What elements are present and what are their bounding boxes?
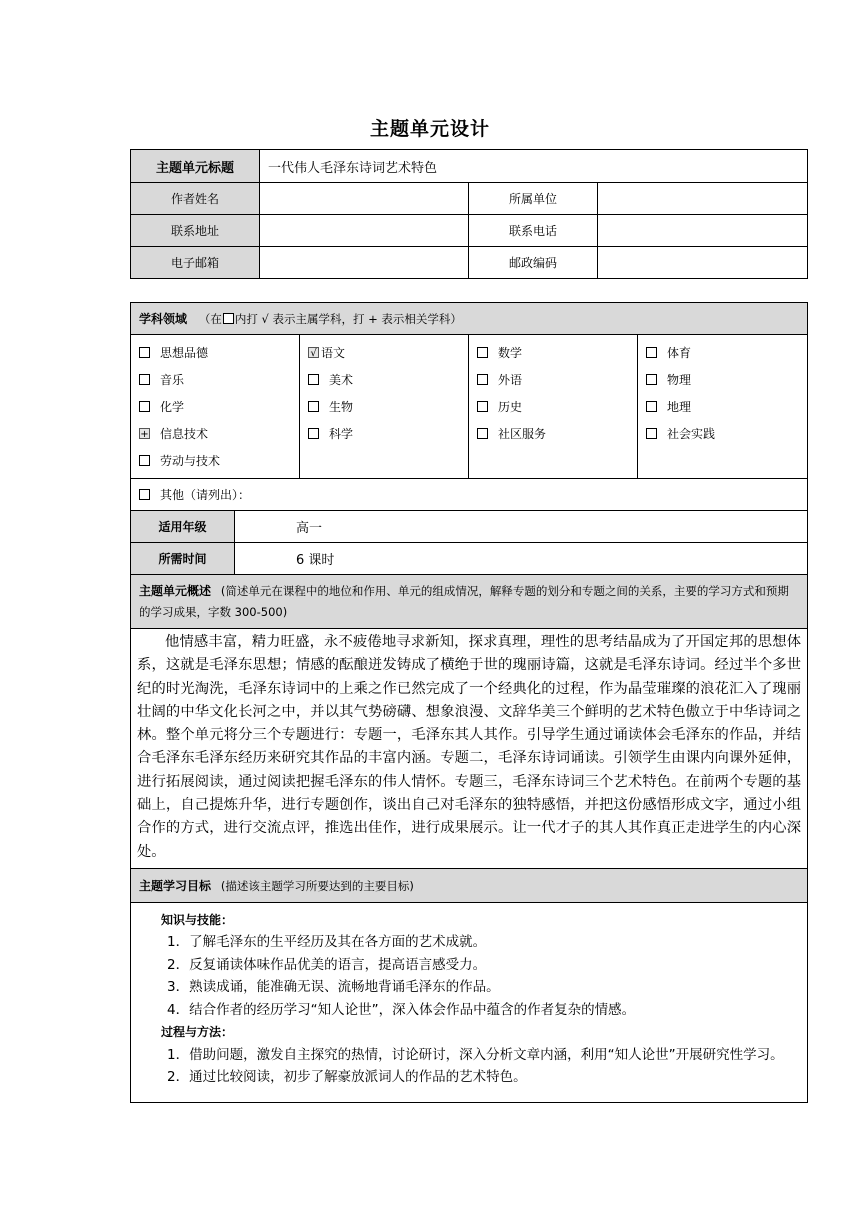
checkbox-icon[interactable] bbox=[139, 455, 150, 466]
phone-field[interactable] bbox=[598, 215, 808, 247]
checkbox-icon[interactable] bbox=[308, 428, 319, 439]
checkbox-icon[interactable] bbox=[477, 374, 488, 385]
subject-item-labor[interactable] bbox=[139, 451, 299, 478]
subject-label: 语文 bbox=[321, 346, 346, 360]
grade-label: 适用年级 bbox=[131, 511, 235, 543]
knowledge-item: 2．反复诵读体味作品优美的语言，提高语言感受力。 bbox=[167, 956, 487, 973]
checkbox-plus-icon[interactable]: + bbox=[140, 429, 149, 440]
email-field[interactable] bbox=[260, 247, 469, 279]
subject-item-science[interactable] bbox=[308, 424, 468, 451]
subject-label: 美术 bbox=[329, 373, 354, 387]
zip-field[interactable] bbox=[598, 247, 808, 279]
subjects-note-suffix: 内打 √ 表示主属学科，打 + 表示相关学科） bbox=[234, 312, 462, 326]
subject-label: 生物 bbox=[329, 400, 354, 414]
process-title: 过程与方法： bbox=[161, 1025, 234, 1040]
subject-item-chinese[interactable] bbox=[308, 343, 468, 370]
goals-label: 主题学习目标 bbox=[139, 878, 212, 893]
subject-label: 劳动与技术 bbox=[160, 454, 221, 468]
time-value[interactable]: 6 课时 bbox=[235, 543, 808, 575]
address-field[interactable] bbox=[260, 215, 469, 247]
overview-label: 主题单元概述 bbox=[139, 583, 212, 598]
goals-note: (描述该主题学习所要达到的主要目标) bbox=[220, 878, 414, 893]
subject-item-community[interactable] bbox=[477, 424, 637, 451]
title-label: 主题单元标题 bbox=[131, 150, 260, 183]
author-field[interactable] bbox=[260, 183, 469, 215]
subject-label: 思想品德 bbox=[160, 346, 209, 360]
subjects-note-prefix: （在 bbox=[198, 312, 222, 326]
subject-col-2 bbox=[300, 335, 469, 479]
title-value[interactable]: 一代伟人毛泽东诗词艺术特色 bbox=[260, 150, 808, 183]
subject-col-3 bbox=[469, 335, 638, 479]
subject-item-sixiang[interactable] bbox=[139, 343, 299, 370]
checkbox-sample-icon bbox=[223, 313, 234, 324]
checkbox-icon[interactable] bbox=[646, 347, 657, 358]
goals-body bbox=[131, 902, 808, 1102]
subject-label: 社会实践 bbox=[667, 427, 716, 441]
subject-other-label: 其他（请列出）： bbox=[160, 487, 251, 502]
process-item: 1．借助问题，激发自主探究的热情，讨论研讨，深入分析文章内涵，利用“知人论世”开展研究性学习。 bbox=[167, 1046, 784, 1063]
checkbox-icon[interactable] bbox=[308, 401, 319, 412]
checkbox-icon[interactable] bbox=[139, 347, 150, 358]
address-label: 联系地址 bbox=[131, 215, 260, 247]
subject-label: 物理 bbox=[667, 373, 692, 387]
unit-label: 所属单位 bbox=[469, 183, 598, 215]
subject-item-geography[interactable] bbox=[646, 397, 807, 424]
overview-text: 他情感丰富，精力旺盛，永不疲倦地寻求新知，探求真理，理性的思考结晶成为了开国定邦的思想体系，这就是毛泽东思想；情感的酝酿迸发铸成了横绝于世的瑰丽诗篇，这就是毛泽东诗词。经过半个多世纪的时光淘洗，毛泽东诗词中的上乘之作已然完成了一个经典化的过程，作为晶莹璀璨的浪花汇入了瑰丽壮阔的中华文化长河之中，并以其气势磅礴、想象浪漫、文辞华美三个鲜明的艺术特色傲立于中华诗词之林。整个单元将分三个专题进行：专题一，毛泽东其人其作。引导学生通过诵读体会毛泽东的作品，并结合毛泽东毛泽东经历来研究其作品的丰富内涵。专题二，毛泽东诗词诵读。引领学生由课内向课外延伸，进行拓展阅读，通过阅读把握毛泽东的伟人情怀。专题三，毛泽东诗词三个艺术特色。在前两个专题的基础上，自己提炼升华，进行专题创作，谈出自己对毛泽东的独特感悟，并把这份感悟形成文字，通过小组合作的方式，进行交流点评，推选出佳作，进行成果展示。让一代才子的其人其作真正走进学生的内心深处。 bbox=[131, 629, 808, 869]
checkbox-icon[interactable] bbox=[646, 428, 657, 439]
subject-label: 音乐 bbox=[160, 373, 185, 387]
subject-label: 历史 bbox=[498, 400, 523, 414]
subject-other-row[interactable] bbox=[131, 479, 808, 511]
checkbox-icon[interactable] bbox=[308, 374, 319, 385]
time-label: 所需时间 bbox=[131, 543, 235, 575]
knowledge-title: 知识与技能： bbox=[161, 912, 234, 927]
subject-item-it[interactable] bbox=[139, 424, 299, 451]
subject-label: 地理 bbox=[667, 400, 692, 414]
author-label: 作者姓名 bbox=[131, 183, 260, 215]
subject-item-physics[interactable] bbox=[646, 370, 807, 397]
unit-field[interactable] bbox=[598, 183, 808, 215]
checkbox-icon[interactable] bbox=[139, 401, 150, 412]
goals-header bbox=[131, 868, 808, 902]
subject-label: 化学 bbox=[160, 400, 185, 414]
phone-label: 联系电话 bbox=[469, 215, 598, 247]
subject-item-music[interactable] bbox=[139, 370, 299, 397]
subject-item-social-practice[interactable] bbox=[646, 424, 807, 451]
subject-item-other[interactable] bbox=[139, 485, 807, 505]
zip-label: 邮政编码 bbox=[469, 247, 598, 279]
grade-value[interactable]: 高一 bbox=[235, 511, 808, 543]
checkbox-icon[interactable] bbox=[646, 401, 657, 412]
knowledge-item: 1．了解毛泽东的生平经历及其在各方面的艺术成就。 bbox=[167, 934, 487, 951]
process-item: 2．通过比较阅读，初步了解豪放派词人的作品的艺术特色。 bbox=[167, 1069, 527, 1086]
subject-item-art[interactable] bbox=[308, 370, 468, 397]
subject-item-pe[interactable] bbox=[646, 343, 807, 370]
checkbox-icon[interactable] bbox=[139, 374, 150, 385]
subject-col-4 bbox=[638, 335, 808, 479]
page-title: 主题单元设计 bbox=[369, 118, 490, 140]
knowledge-item: 4．结合作者的经历学习“知人论世”，深入体会作品中蕴含的作者复杂的情感。 bbox=[167, 1001, 636, 1018]
subjects-header bbox=[131, 303, 808, 335]
info-table bbox=[130, 149, 808, 279]
subject-item-history[interactable] bbox=[477, 397, 637, 424]
overview-header bbox=[131, 575, 808, 629]
knowledge-item: 3．熟读成诵，能准确无误、流畅地背诵毛泽东的作品。 bbox=[167, 979, 500, 996]
subject-item-math[interactable] bbox=[477, 343, 637, 370]
checkbox-icon[interactable] bbox=[477, 347, 488, 358]
subject-item-chemistry[interactable] bbox=[139, 397, 299, 424]
subject-item-biology[interactable] bbox=[308, 397, 468, 424]
checkbox-icon[interactable] bbox=[139, 489, 150, 500]
checkbox-icon[interactable] bbox=[646, 374, 657, 385]
subject-label: 信息技术 bbox=[160, 427, 209, 441]
subject-label: 体育 bbox=[667, 346, 692, 360]
checkbox-icon[interactable] bbox=[477, 428, 488, 439]
subject-label: 外语 bbox=[498, 373, 523, 387]
subject-label: 数学 bbox=[498, 346, 523, 360]
subject-label: 科学 bbox=[329, 427, 354, 441]
design-table bbox=[130, 302, 808, 1103]
subject-item-foreign-language[interactable] bbox=[477, 370, 637, 397]
checkbox-check-icon[interactable]: √ bbox=[308, 347, 319, 358]
subjects-label: 学科领域 bbox=[139, 312, 188, 326]
subject-label: 社区服务 bbox=[498, 427, 547, 441]
checkbox-icon[interactable] bbox=[477, 401, 488, 412]
subject-col-1 bbox=[131, 335, 300, 479]
email-label: 电子邮箱 bbox=[131, 247, 260, 279]
overview-note: (简述单元在课程中的地位和作用、单元的组成情况，解释专题的划分和专题之间的关系，主要的学习方式和预期的学习成果，字数 300-500) bbox=[139, 583, 789, 619]
